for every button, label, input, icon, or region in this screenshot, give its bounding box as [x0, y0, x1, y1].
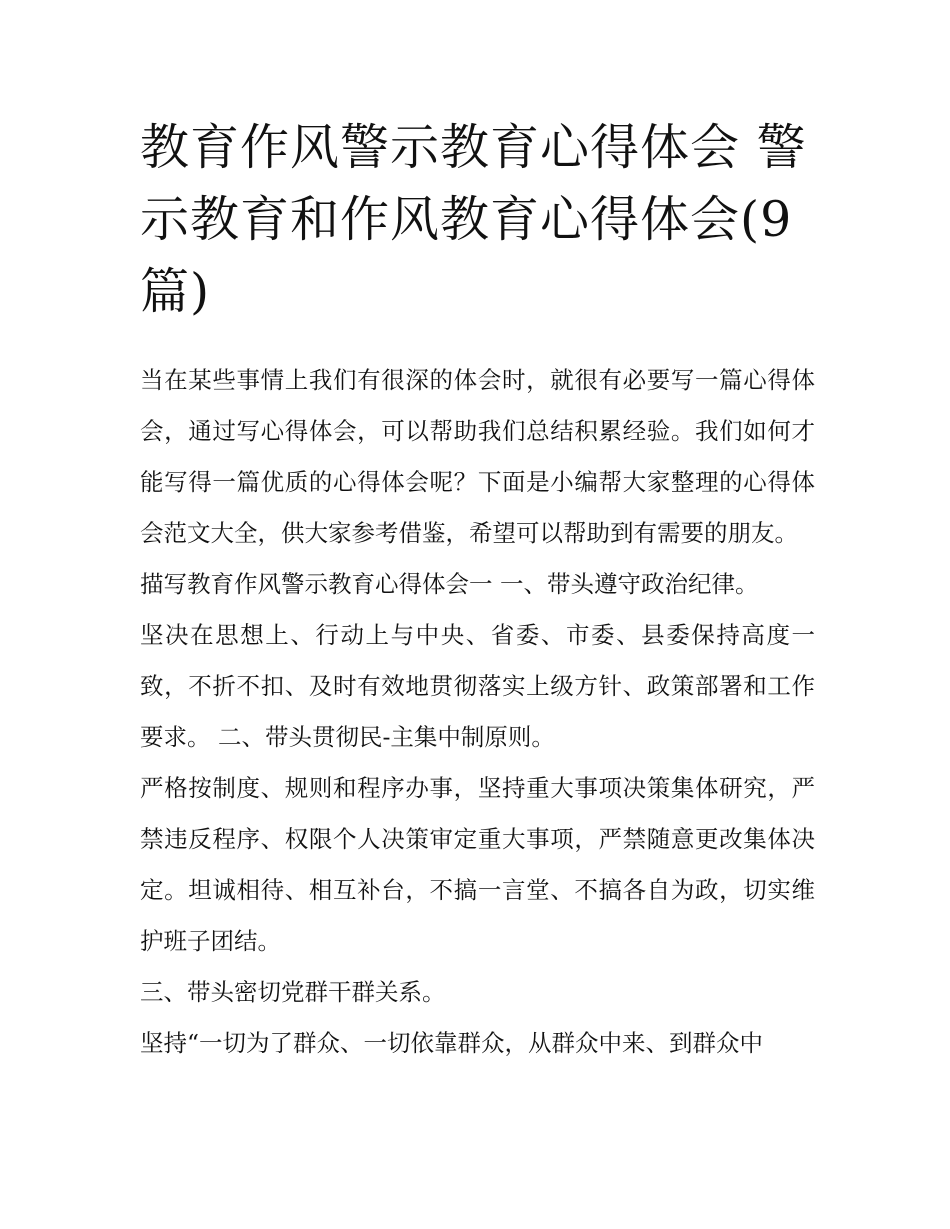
paragraph-section-one-heading: 描写教育作风警示教育心得体会一 一、带头遵守政治纪律。: [140, 570, 759, 598]
paragraph-intro: 当在某些事情上我们有很深的体会时，就很有必要写一篇心得体会，通过写心得体会，可以帮助我们总结积累经验。我们如何才能写得一篇优质的心得体会呢？下面是小编帮大家整理的心得体会范文大全，供大家参考借鉴，希望可以帮助到有需要的朋友。: [140, 366, 815, 547]
paragraph-section-three-heading: 三、带头密切党群干群关系。: [140, 978, 446, 1006]
paragraph-section-one-body: 坚决在思想上、行动上与中央、省委、市委、县委保持高度一致，不折不扣、及时有效地贯彻落实上级方针、政策部署和工作要求。 二、带头贯彻民-主集中制原则。: [140, 621, 815, 751]
document-body: [140, 355, 815, 1069]
paragraph-section-two-body: 严格按制度、规则和程序办事，坚持重大事项决策集体研究，严禁违反程序、权限个人决策审定重大事项，严禁随意更改集体决定。坦诚相待、相互补台，不搞一言堂、不搞各自为政，切实维护班子团结。: [140, 774, 815, 955]
document-title: 教育作风警示教育心得体会 警示教育和作风教育心得体会(9篇): [140, 119, 807, 320]
paragraph-section-three-body: 坚持“一切为了群众、一切依靠群众，从群众中来、到群众中: [140, 1029, 764, 1057]
